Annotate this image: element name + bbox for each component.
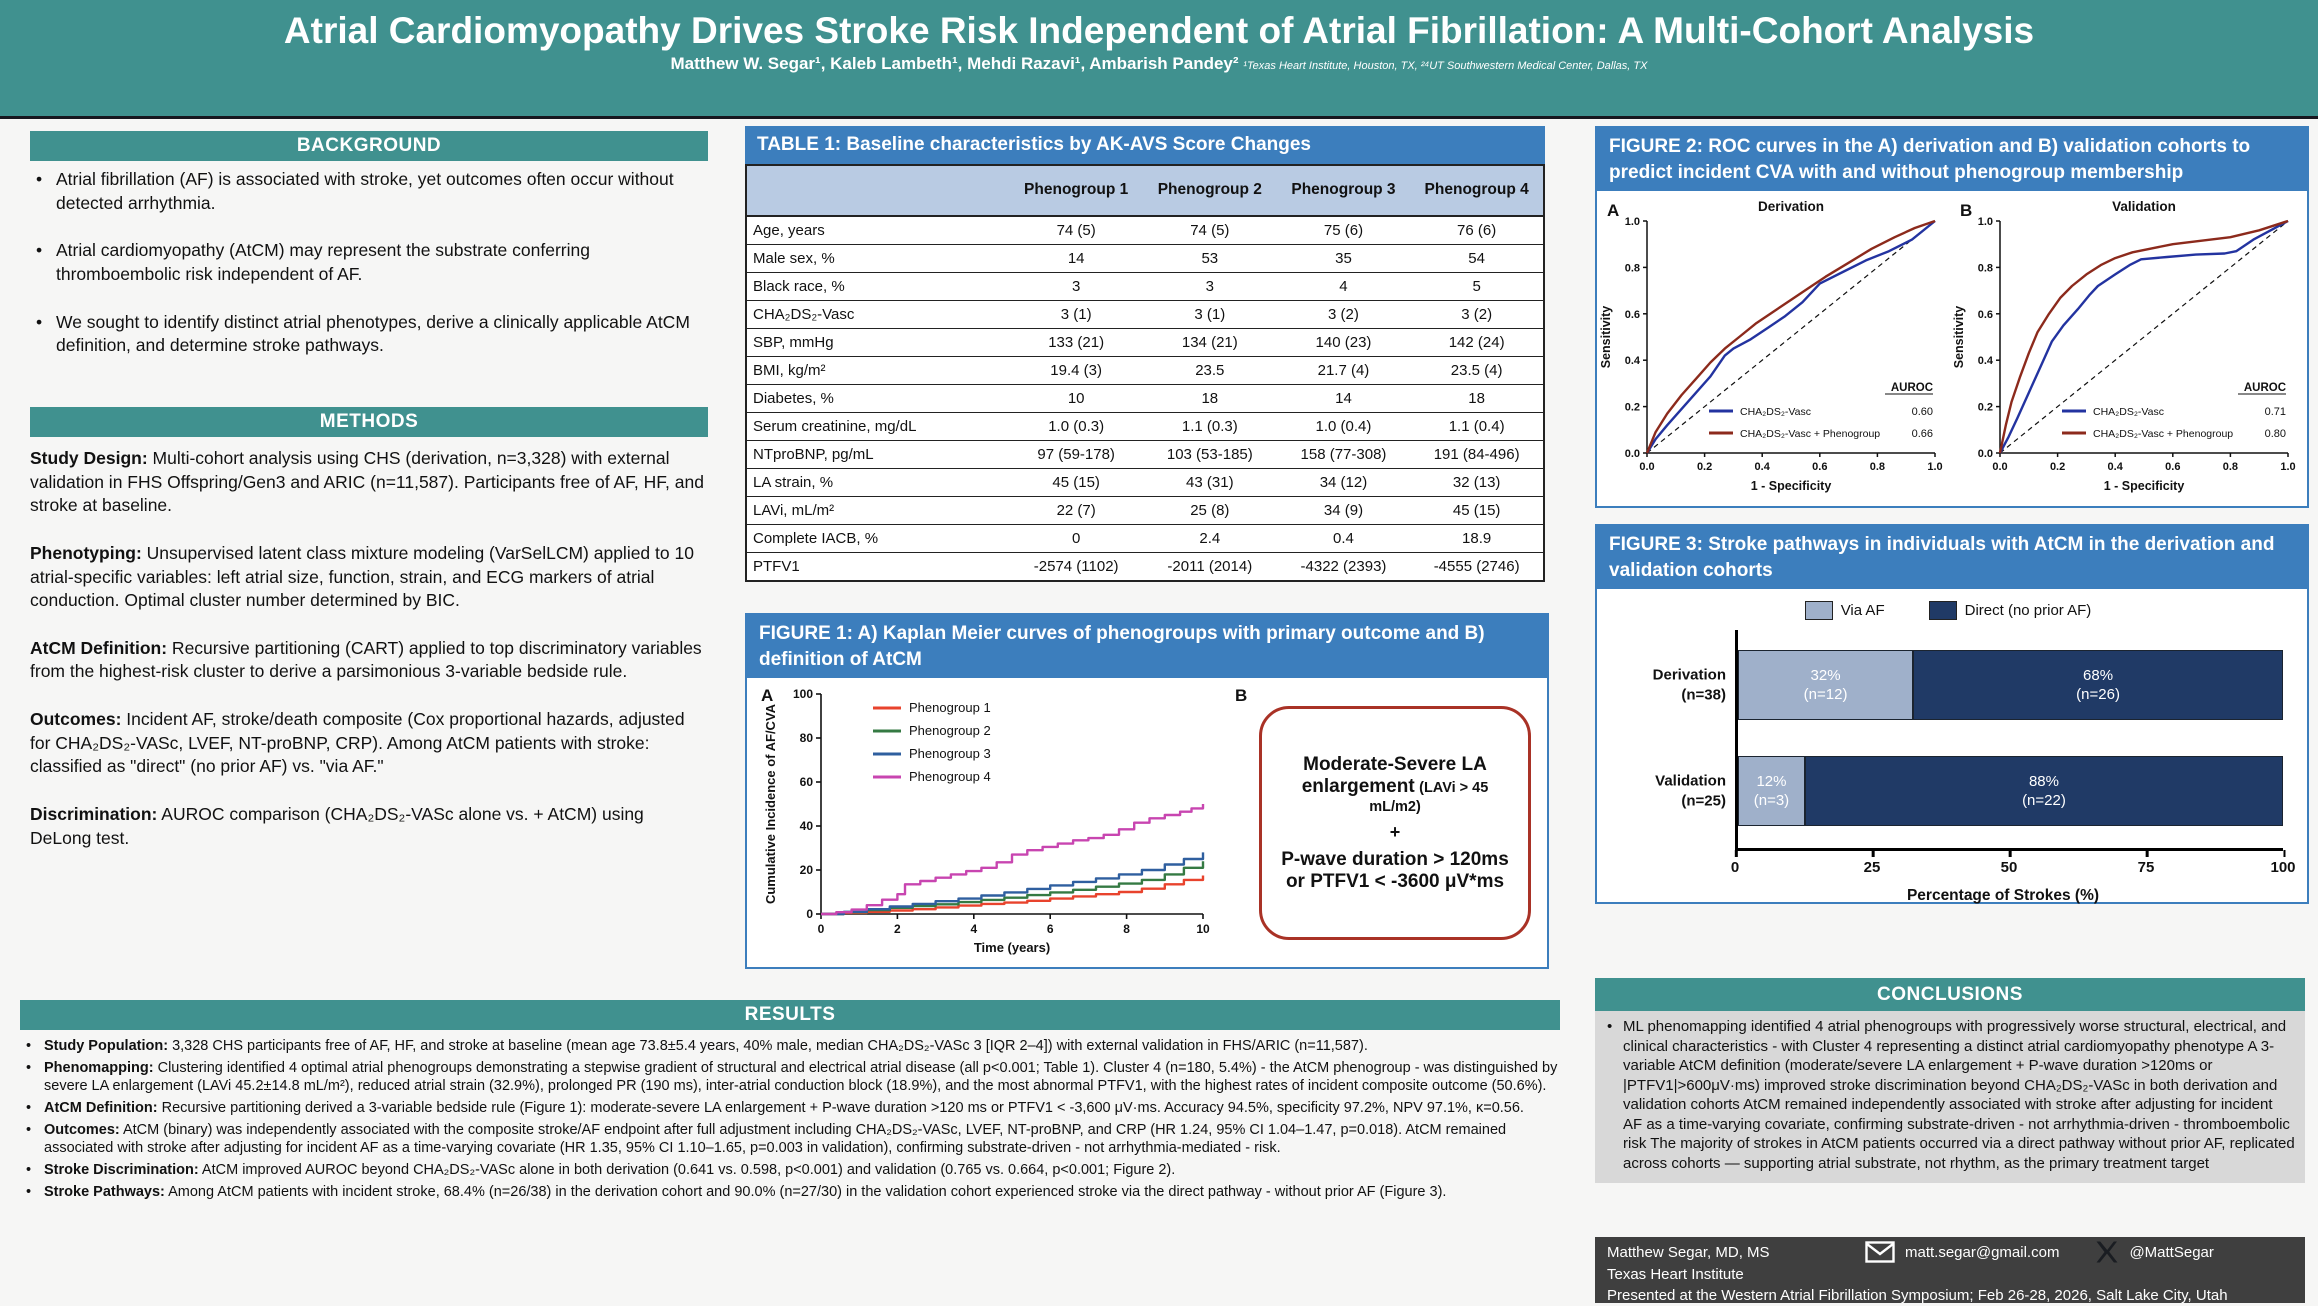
atcm-definition-box — [1259, 706, 1531, 940]
table-cell: 14 — [1009, 244, 1143, 272]
result-item: • Phenomapping: Clustering identified 4 optimal atrial phenogroups demonstrating a stepwise gradient of structural and electrical atrial disease (all p<0.001; Table 1). Cluster 4 (n=180, 5.4%) - the AtCM phenogroup - was distinguished by severe LA enlargement (LAVi 45.2±14.8 mL/m²), reduced atrial strain (32.9%), prolonged PR (190 ms), inter-atrial conduction block (18.9%), and the most abnormal PTFV1, with the highest rates of incident composite outcome (50.6%). — [20, 1060, 1562, 1096]
svg-text:Time (years): Time (years) — [973, 940, 1051, 956]
svg-text:0: 0 — [806, 907, 813, 922]
definition-main: Moderate-Severe LA enlargement — [1301, 753, 1487, 797]
roc-derivation-chart — [1597, 195, 1947, 497]
result-item: • Study Population: 3,328 CHS participants free of AF, HF, and stroke at baseline (mean age 73.8±5.4 years, 40% male, median CHA₂DS₂-VASc 3 [IQR 2–4]) with external validation in FHS/ARIC (n=11,587). — [20, 1038, 1562, 1056]
bar-row-label: Validation (n=25) — [1655, 772, 1726, 810]
definition-plus: + — [1389, 821, 1401, 842]
results-list — [20, 1038, 1562, 1202]
table-row — [746, 440, 1544, 468]
result-item: • Stroke Discrimination: AtCM improved AUROC beyond CHA₂DS₂-VASc alone in both derivation (0.641 vs. 0.598, p<0.001) and validation (0.765 vs. 0.664, p<0.001; Figure 2). — [20, 1162, 1562, 1180]
result-item: • Outcomes: AtCM (binary) was independently associated with the composite stroke/AF endpoint after full adjustment including CHA₂DS₂-VASc, LVEF, NT-proBNP, and CRP (HR 1.24, 95% CI 1.04–1.47, p=0.018). AtCM remained associated with stroke after adjusting for incident AF as a time-varying covariate (HR 1.35, 95% CI 1.10–1.65, p=0.003 in validation), confirming substrate-driven - not arrhythmia-mediated - risk. — [20, 1122, 1562, 1158]
svg-text:CHA₂DS₂-Vasc + Phenogroup: CHA₂DS₂-Vasc + Phenogroup — [2093, 428, 2234, 441]
svg-text:0.2: 0.2 — [1624, 401, 1640, 414]
svg-text:0.2: 0.2 — [1977, 401, 1993, 414]
baseline-table — [745, 164, 1545, 582]
column-header — [746, 165, 1009, 216]
bar-segment: 32% (n=12) — [1738, 650, 1913, 720]
conclusions-list — [1601, 1017, 2295, 1173]
table-row — [746, 496, 1544, 524]
table-cell: 22 (7) — [1009, 496, 1143, 524]
svg-text:0.71: 0.71 — [2264, 406, 2286, 419]
results-heading: RESULTS — [20, 1000, 1560, 1030]
table-cell: -4322 (2393) — [1277, 552, 1411, 581]
row-label: LA strain, % — [746, 468, 1009, 496]
svg-text:0: 0 — [817, 922, 825, 937]
table-cell: 23.5 — [1143, 356, 1277, 384]
table-cell: 74 (5) — [1143, 216, 1277, 245]
svg-text:0.80: 0.80 — [2264, 428, 2286, 441]
table-cell: 53 — [1143, 244, 1277, 272]
table-cell: 0.4 — [1277, 524, 1411, 552]
table-row — [746, 356, 1544, 384]
methods-block: Study Design: Multi-cohort analysis using CHS (derivation, n=3,328) with external validation in FHS Offspring/Gen3 and ARIC (n=11,587). Participants free of AF, HF, and stroke at baseline. — [30, 448, 704, 516]
bar-row-label: Derivation (n=38) — [1652, 666, 1726, 704]
svg-text:0.8: 0.8 — [2222, 461, 2239, 474]
table-cell: 134 (21) — [1143, 328, 1277, 356]
legend-swatch — [1929, 601, 1957, 620]
table-cell: 10 — [1009, 384, 1143, 412]
svg-text:20: 20 — [799, 863, 813, 878]
svg-text:0.4: 0.4 — [1977, 355, 1993, 368]
table-cell: 158 (77-308) — [1277, 440, 1411, 468]
row-label: Diabetes, % — [746, 384, 1009, 412]
table-cell: 45 (15) — [1009, 468, 1143, 496]
svg-text:CHA₂DS₂-Vasc: CHA₂DS₂-Vasc — [1740, 406, 1811, 419]
result-label: AtCM Definition: — [44, 1099, 158, 1116]
svg-text:0.4: 0.4 — [1754, 461, 1770, 474]
svg-text:0.6: 0.6 — [1977, 309, 1993, 322]
panel-letter-a: A — [761, 686, 774, 706]
poster-title: Atrial Cardiomyopathy Drives Stroke Risk Independent of Atrial Fibrillation: A Multi-Cohort Analysis — [283, 10, 2035, 51]
svg-text:0.2: 0.2 — [1696, 461, 1713, 474]
svg-text:Validation: Validation — [2112, 199, 2176, 215]
table-cell: 3 (2) — [1277, 300, 1411, 328]
table-cell: -2011 (2014) — [1143, 552, 1277, 581]
figure3-panel — [1595, 524, 2309, 904]
contact-name: Matthew Segar, MD, MS — [1607, 1243, 1770, 1261]
svg-text:0.2: 0.2 — [2049, 461, 2066, 474]
table-cell: 32 (13) — [1410, 468, 1544, 496]
svg-text:1 - Specificity: 1 - Specificity — [1750, 479, 1832, 494]
table-cell: 18.9 — [1410, 524, 1544, 552]
legend-swatch — [1805, 601, 1833, 620]
result-label: Stroke Pathways: — [44, 1183, 165, 1200]
table-cell: 2.4 — [1143, 524, 1277, 552]
svg-text:0.4: 0.4 — [1624, 355, 1640, 368]
svg-text:40: 40 — [799, 819, 813, 834]
table-cell: 1.0 (0.4) — [1277, 412, 1411, 440]
x-twitter-icon — [2095, 1240, 2119, 1264]
axis-tick: 0 — [1730, 859, 1740, 877]
svg-text:60: 60 — [799, 775, 813, 790]
table-cell: 3 (2) — [1410, 300, 1544, 328]
table-cell: 1.1 (0.3) — [1143, 412, 1277, 440]
row-label: CHA₂DS₂-Vasc — [746, 300, 1009, 328]
table-cell: 3 (1) — [1009, 300, 1143, 328]
methods-block: Outcomes: Incident AF, stroke/death composite (Cox proportional hazards, adjusted for CHA₂DS₂-VASc, LVEF, NT-proBNP, CRP). Among AtCM patients with stroke: classified as "direct" (no prior AF) vs. "via AF." — [30, 709, 685, 777]
figure3-content — [1597, 589, 2307, 905]
contact-twitter[interactable]: @MattSegar — [2129, 1243, 2214, 1261]
background-list — [30, 168, 708, 358]
methods-label: Outcomes: — [30, 709, 122, 729]
table-cell: 3 — [1009, 272, 1143, 300]
svg-text:Phenogroup 3: Phenogroup 3 — [909, 746, 991, 762]
table-cell: 23.5 (4) — [1410, 356, 1544, 384]
bullet-item: • Atrial fibrillation (AF) is associated with stroke, yet outcomes often occur without detected arrhythmia. — [30, 168, 708, 215]
contact-row — [1607, 1240, 2305, 1264]
methods-block: AtCM Definition: Recursive partitioning (CART) applied to top discriminatory variables from the highest-risk cluster to derive a parsimonious 3-variable bedside rule. — [30, 637, 702, 682]
result-item: • Stroke Pathways: Among AtCM patients with incident stroke, 68.4% (n=26/38) in the derivation cohort and 90.0% (n=27/30) in the validation cohort experienced stroke via the direct pathway - without prior AF (Figure 3). — [20, 1184, 1562, 1202]
row-label: Black race, % — [746, 272, 1009, 300]
svg-text:0.8: 0.8 — [1624, 262, 1640, 275]
bar-segment: 88% (n=22) — [1805, 756, 2283, 826]
svg-text:0.0: 0.0 — [1624, 448, 1640, 461]
svg-text:Derivation: Derivation — [1757, 199, 1825, 215]
table-row — [746, 468, 1544, 496]
panel-letter-b: B — [1960, 201, 1973, 221]
result-label: Phenomapping: — [44, 1059, 154, 1076]
conclusions-body — [1595, 1011, 2305, 1183]
result-item: • AtCM Definition: Recursive partitioning derived a 3-variable bedside rule (Figure 1): moderate-severe LA enlargement + P-wave duration >120 ms or PTFV1 < -3,600 μV·ms. Accuracy 94.5%, specificity 97.2%, NPV 97.1%, κ=0.56. — [20, 1100, 1562, 1118]
definition-line3: or PTFV1 < -3600 μV*ms — [1285, 870, 1505, 892]
table-cell: 74 (5) — [1009, 216, 1143, 245]
definition-note: (LAVi > 45 mL/m2) — [1369, 779, 1489, 815]
row-label: Male sex, % — [746, 244, 1009, 272]
svg-text:Phenogroup 1: Phenogroup 1 — [909, 700, 991, 716]
roc-derivation-area — [1597, 195, 1950, 497]
column-header: Phenogroup 2 — [1143, 165, 1277, 216]
svg-text:0.0: 0.0 — [1992, 461, 2008, 474]
row-label: Complete IACB, % — [746, 524, 1009, 552]
legend-item — [1805, 601, 1885, 620]
figure1-panel — [745, 613, 1549, 969]
axis-tick: 25 — [1863, 859, 1881, 877]
definition-line2: P-wave duration > 120ms — [1281, 848, 1509, 870]
methods-label: Phenotyping: — [30, 542, 142, 563]
svg-text:CHA₂DS₂-Vasc: CHA₂DS₂-Vasc — [2093, 406, 2164, 419]
panel-letter-b: B — [1235, 686, 1248, 706]
table-row — [746, 300, 1544, 328]
author-line — [0, 54, 2318, 74]
row-label: Age, years — [746, 216, 1009, 245]
table-cell: 76 (6) — [1410, 216, 1544, 245]
svg-text:1.0: 1.0 — [2280, 461, 2296, 474]
table-cell: 35 — [1277, 244, 1411, 272]
svg-text:0.0: 0.0 — [1639, 461, 1655, 474]
svg-text:1 - Specificity: 1 - Specificity — [2103, 479, 2185, 494]
roc-validation-chart — [1950, 195, 2300, 497]
column-header: Phenogroup 3 — [1277, 165, 1411, 216]
table-cell: 14 — [1277, 384, 1411, 412]
panel-letter-a: A — [1607, 201, 1620, 221]
table-cell: 3 — [1143, 272, 1277, 300]
figure2-title: FIGURE 2: ROC curves in the A) derivation and B) validation cohorts to predict incident CVA with and without phenogroup membership — [1597, 128, 2307, 191]
methods-label: Discrimination: — [30, 803, 158, 824]
methods-block: Phenotyping: Unsupervised latent class mixture modeling (VarSelLCM) applied to 10 atrial-specific variables: left atrial size, function, strain, and ECG markers of atrial conduction. Optimal cluster number determined by BIC. — [30, 542, 694, 611]
contact-email[interactable]: matt.segar@gmail.com — [1905, 1243, 2060, 1261]
table-cell: 5 — [1410, 272, 1544, 300]
table-cell: 97 (59-178) — [1009, 440, 1143, 468]
svg-text:CHA₂DS₂-Vasc + Phenogroup: CHA₂DS₂-Vasc + Phenogroup — [1740, 428, 1881, 441]
svg-text:0.4: 0.4 — [2107, 461, 2123, 474]
table-cell: 21.7 (4) — [1277, 356, 1411, 384]
svg-text:6: 6 — [1046, 922, 1054, 937]
svg-text:1.0: 1.0 — [1977, 216, 1993, 229]
svg-text:1.0: 1.0 — [1624, 216, 1640, 229]
table-row — [746, 244, 1544, 272]
axis-tick: 50 — [2000, 859, 2018, 877]
table-cell: 133 (21) — [1009, 328, 1143, 356]
table1-title: TABLE 1: Baseline characteristics by AK-AVS Score Changes — [745, 126, 1545, 164]
table-cell: 3 (1) — [1143, 300, 1277, 328]
figure1-content — [747, 678, 1547, 962]
bar-segment: 68% (n=26) — [1913, 650, 2283, 720]
table-cell: 103 (53-185) — [1143, 440, 1277, 468]
legend-label: Direct (no prior AF) — [1964, 602, 2092, 620]
row-label: SBP, mmHg — [746, 328, 1009, 356]
svg-text:AUROC: AUROC — [2243, 382, 2286, 395]
svg-text:Sensitivity: Sensitivity — [1599, 306, 1613, 369]
bullet-item: • Atrial cardiomyopathy (AtCM) may represent the substrate conferring thromboembolic risk independent of AF. — [30, 239, 708, 286]
table-cell: 45 (15) — [1410, 496, 1544, 524]
row-label: BMI, kg/m² — [746, 356, 1009, 384]
svg-text:0.6: 0.6 — [2165, 461, 2181, 474]
table-cell: 75 (6) — [1277, 216, 1411, 245]
methods-heading: METHODS — [30, 407, 708, 437]
svg-text:4: 4 — [970, 922, 978, 937]
figure1-title: FIGURE 1: A) Kaplan Meier curves of phenogroups with primary outcome and B) definition of AtCM — [747, 615, 1547, 678]
table-cell: 0 — [1009, 524, 1143, 552]
svg-text:10: 10 — [1196, 922, 1210, 937]
table-row — [746, 272, 1544, 300]
table-cell: 54 — [1410, 244, 1544, 272]
results-body — [20, 1038, 1562, 1206]
svg-text:80: 80 — [799, 731, 813, 746]
figure2-panel — [1595, 126, 2309, 508]
result-label: Outcomes: — [44, 1121, 120, 1138]
table-cell: 1.1 (0.4) — [1410, 412, 1544, 440]
background-bullets — [30, 168, 708, 382]
column-header: Phenogroup 4 — [1410, 165, 1544, 216]
methods-body — [30, 447, 708, 874]
row-label: PTFV1 — [746, 552, 1009, 581]
table-cell: 142 (24) — [1410, 328, 1544, 356]
table-cell: 25 (8) — [1143, 496, 1277, 524]
row-label: LAVi, mL/m² — [746, 496, 1009, 524]
contact-institute: Texas Heart Institute — [1607, 1266, 1744, 1283]
svg-text:0.60: 0.60 — [1911, 406, 1933, 419]
background-heading: BACKGROUND — [30, 131, 708, 161]
svg-text:Phenogroup 4: Phenogroup 4 — [909, 769, 991, 785]
table-cell: 34 (9) — [1277, 496, 1411, 524]
km-plot-area — [747, 678, 1233, 962]
conclusions-heading: CONCLUSIONS — [1595, 978, 2305, 1011]
axis-tick: 75 — [2137, 859, 2155, 877]
table-row — [746, 216, 1544, 245]
bar-axis — [1730, 848, 2296, 883]
table-row — [746, 552, 1544, 581]
bullet-item: • ML phenomapping identified 4 atrial phenogroups with progressively worse structural, electrical, and clinical characteristics - with Cluster 4 representing a distinct atrial cardiomyopathy phenotype A 3-variable AtCM definition (moderate/severe LA enlargement + P-wave duration >120ms or |PTFV1|>600μV·ms) improved stroke discrimination beyond CHA₂DS₂-VASc in both derivation and validation cohorts AtCM remained independently associated with stroke after adjusting for incident AF as a time-varying covariate, confirming substrate-driven - not arrhythmia-driven - thromboembolic risk The majority of strokes in AtCM patients occurred via a direct pathway without prior AF, replicated across cohorts — supporting atrial substrate, not rhythm, as the primary treatment target — [1601, 1017, 2295, 1173]
table-cell: 191 (84-496) — [1410, 440, 1544, 468]
svg-text:0.8: 0.8 — [1977, 262, 1993, 275]
svg-text:AUROC: AUROC — [1890, 382, 1933, 395]
table-row — [746, 412, 1544, 440]
figure3-title: FIGURE 3: Stroke pathways in individuals with AtCM in the derivation and validation cohorts — [1597, 526, 2307, 589]
svg-text:0.6: 0.6 — [1812, 461, 1828, 474]
table-cell: 34 (12) — [1277, 468, 1411, 496]
table-cell: -2574 (1102) — [1009, 552, 1143, 581]
table-cell: -4555 (2746) — [1410, 552, 1544, 581]
methods-block: Discrimination: AUROC comparison (CHA₂DS₂-VASc alone vs. + AtCM) using DeLong test. — [30, 803, 644, 848]
methods-label: AtCM Definition: — [30, 637, 168, 658]
row-label: NTproBNP, pg/mL — [746, 440, 1009, 468]
methods-label: Study Design: — [30, 448, 148, 468]
table1-panel — [745, 126, 1545, 582]
svg-text:2: 2 — [894, 922, 901, 937]
table-row — [746, 384, 1544, 412]
km-chart — [761, 682, 1219, 960]
table-cell: 18 — [1410, 384, 1544, 412]
legend-label: Via AF — [1840, 602, 1885, 620]
email-icon — [1865, 1241, 1895, 1263]
bar-axis-label: Percentage of Strokes (%) — [1906, 887, 2100, 905]
svg-text:Cumulative Incidence of AF/CVA: Cumulative Incidence of AF/CVA — [763, 704, 778, 905]
poster-masthead — [0, 0, 2318, 119]
column-header: Phenogroup 1 — [1009, 165, 1143, 216]
bar-segment: 12% (n=3) — [1738, 756, 1805, 826]
svg-text:100: 100 — [792, 687, 813, 702]
result-label: Stroke Discrimination: — [44, 1161, 199, 1178]
svg-text:1.0: 1.0 — [1927, 461, 1943, 474]
table-cell: 43 (31) — [1143, 468, 1277, 496]
svg-text:Phenogroup 2: Phenogroup 2 — [909, 723, 991, 739]
svg-text:0.6: 0.6 — [1624, 309, 1640, 322]
stacked-bar — [1652, 650, 2283, 720]
svg-text:0.0: 0.0 — [1977, 448, 1993, 461]
axis-tick: 100 — [2270, 859, 2296, 877]
legend-item — [1929, 601, 2092, 620]
bar-plot — [1652, 630, 2289, 848]
table-row — [746, 328, 1544, 356]
table-cell: 1.0 (0.3) — [1009, 412, 1143, 440]
roc-validation-area — [1950, 195, 2303, 497]
conclusions-panel — [1595, 978, 2305, 1183]
table-cell: 19.4 (3) — [1009, 356, 1143, 384]
table-cell: 18 — [1143, 384, 1277, 412]
figure2-content — [1597, 191, 2307, 497]
bullet-item: • We sought to identify distinct atrial phenotypes, derive a clinically applicable AtCM definition, and determine stroke pathways. — [30, 311, 708, 358]
svg-text:8: 8 — [1123, 922, 1130, 937]
bar-legend — [1607, 601, 2289, 620]
authors: Matthew W. Segar¹, Kaleb Lambeth¹, Mehdi Razavi¹, Ambarish Pandey² — [670, 54, 1239, 73]
table-header-row — [746, 165, 1544, 216]
atcm-definition-area — [1233, 678, 1547, 962]
svg-text:Sensitivity: Sensitivity — [1952, 306, 1966, 369]
table-row — [746, 524, 1544, 552]
table-cell: 140 (23) — [1277, 328, 1411, 356]
contact-presented: Presented at the Western Atrial Fibrillation Symposium; Feb 26-28, 2026, Salt Lake City, Utah — [1607, 1287, 2228, 1304]
table-cell: 4 — [1277, 272, 1411, 300]
stacked-bar — [1655, 756, 2283, 826]
contact-footer — [1595, 1237, 2305, 1303]
svg-text:0.66: 0.66 — [1911, 428, 1933, 441]
row-label: Serum creatinine, mg/dL — [746, 412, 1009, 440]
svg-text:0.8: 0.8 — [1869, 461, 1886, 474]
result-label: Study Population: — [44, 1038, 169, 1054]
affiliations: ¹Texas Heart Institute, Houston, TX, ²⁴UT Southwestern Medical Center, Dallas, TX — [1243, 60, 1648, 72]
